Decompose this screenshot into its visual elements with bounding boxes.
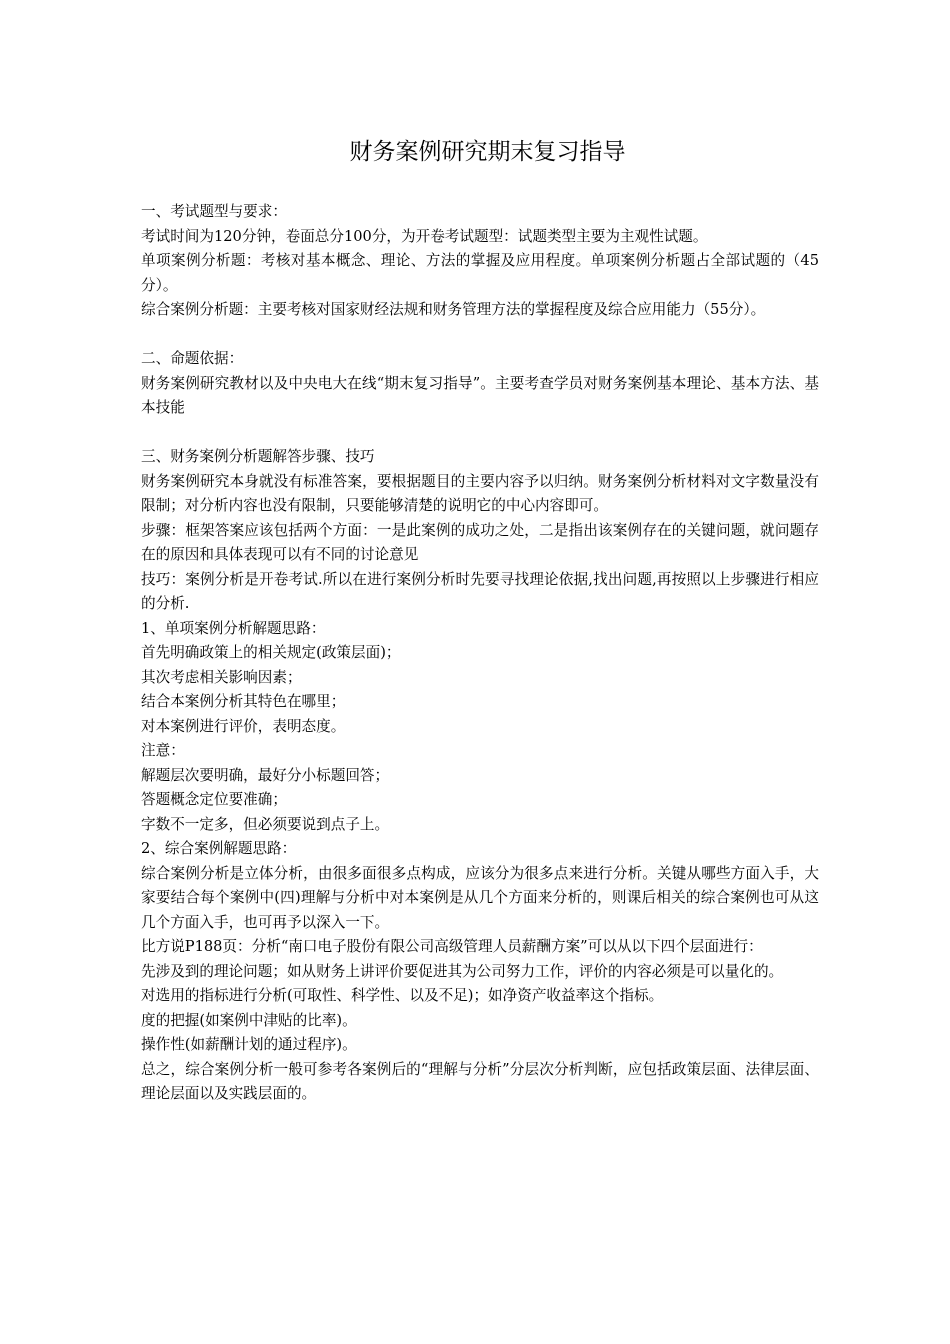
- paragraph: 首先明确政策上的相关规定(政策层面)；: [141, 644, 401, 661]
- paragraph: 比方说P188页：分析“南口电子股份有限公司高级管理人员薪酬方案”可以从以下四个层面进行：: [141, 938, 763, 955]
- paragraph: 财务案例研究教材以及中央电大在线“期末复习指导”。主要考查学员对财务案例基本理论、基本方法、基本技能: [141, 374, 819, 416]
- paragraph: 财务案例研究本身就没有标准答案，要根据题目的主要内容予以归纳。财务案例分析材料对文字数量没有限制；对分析内容也没有限制，只要能够清楚的说明它的中心内容即可。: [141, 472, 819, 514]
- paragraph: 对本案例进行评价，表明态度。: [141, 717, 346, 735]
- section-heading: 一、考试题型与要求：: [141, 203, 287, 220]
- paragraph: 答题概念定位要准确；: [141, 791, 287, 808]
- paragraph: 步骤：框架答案应该包括两个方面：一是此案例的成功之处，二是指出该案例存在的关键问题，就问题存在的原因和具体表现可以有不同的讨论意见: [141, 521, 819, 563]
- paragraph: 对选用的指标进行分析(可取性、科学性、以及不足)；如净资产收益率这个指标。: [141, 987, 664, 1004]
- paragraph: 字数不一定多，但必须要说到点子上。: [141, 815, 390, 833]
- paragraph: 其次考虑相关影响因素；: [141, 668, 302, 686]
- paragraph: 总之，综合案例分析一般可参考各案例后的“理解与分析”分层次分析判断，应包括政策层面、法律层面、理论层面以及实践层面的。: [141, 1060, 819, 1102]
- paragraph: 操作性(如薪酬计划的通过程序)。: [141, 1036, 357, 1053]
- spacer: [141, 421, 819, 446]
- spacer: [141, 323, 819, 348]
- paragraph: 解题层次要明确，最好分小标题回答；: [141, 766, 390, 784]
- paragraph: 技巧：案例分析是开卷考试.所以在进行案例分析时先要寻找理论依据,找出问题,再按照以上步骤进行相应的分析.: [141, 570, 819, 612]
- sub-heading: 2、综合案例解题思路：: [141, 840, 297, 857]
- paragraph: 综合案例分析题：主要考核对国家财经法规和财务管理方法的掌握程度及综合应用能力（55分）。: [141, 301, 766, 318]
- note-label: 注意：: [141, 742, 185, 759]
- paragraph: 先涉及到的理论问题；如从财务上讲评价要促进其为公司努力工作，评价的内容必须是可以量化的。: [141, 962, 784, 980]
- document-title: 财务案例研究期末复习指导: [349, 139, 626, 165]
- document-body: [141, 200, 819, 1107]
- section-heading: 三、财务案例分析题解答步骤、技巧: [141, 448, 375, 465]
- section-heading: 二、命题依据：: [141, 350, 244, 367]
- paragraph: 结合本案例分析其特色在哪里；: [141, 693, 346, 710]
- paragraph: 单项案例分析题：考核对基本概念、理论、方法的掌握及应用程度。单项案例分析题占全部试题的（45分）。: [141, 252, 819, 294]
- paragraph: 度的把握(如案例中津贴的比率)。: [141, 1011, 357, 1029]
- paragraph: 综合案例分析是立体分析，由很多面很多点构成，应该分为很多点来进行分析。关键从哪些方面入手，大家要结合每个案例中(四)理解与分析中对本案例是从几个方面来分析的，则课后相关的综合案例也可从这几个方面入手，也可再予以深入一下。: [141, 864, 819, 931]
- paragraph: 考试时间为120分钟，卷面总分100分，为开卷考试题型：试题类型主要为主观性试题。: [141, 227, 708, 245]
- sub-heading: 1、单项案例分析解题思路：: [141, 619, 326, 637]
